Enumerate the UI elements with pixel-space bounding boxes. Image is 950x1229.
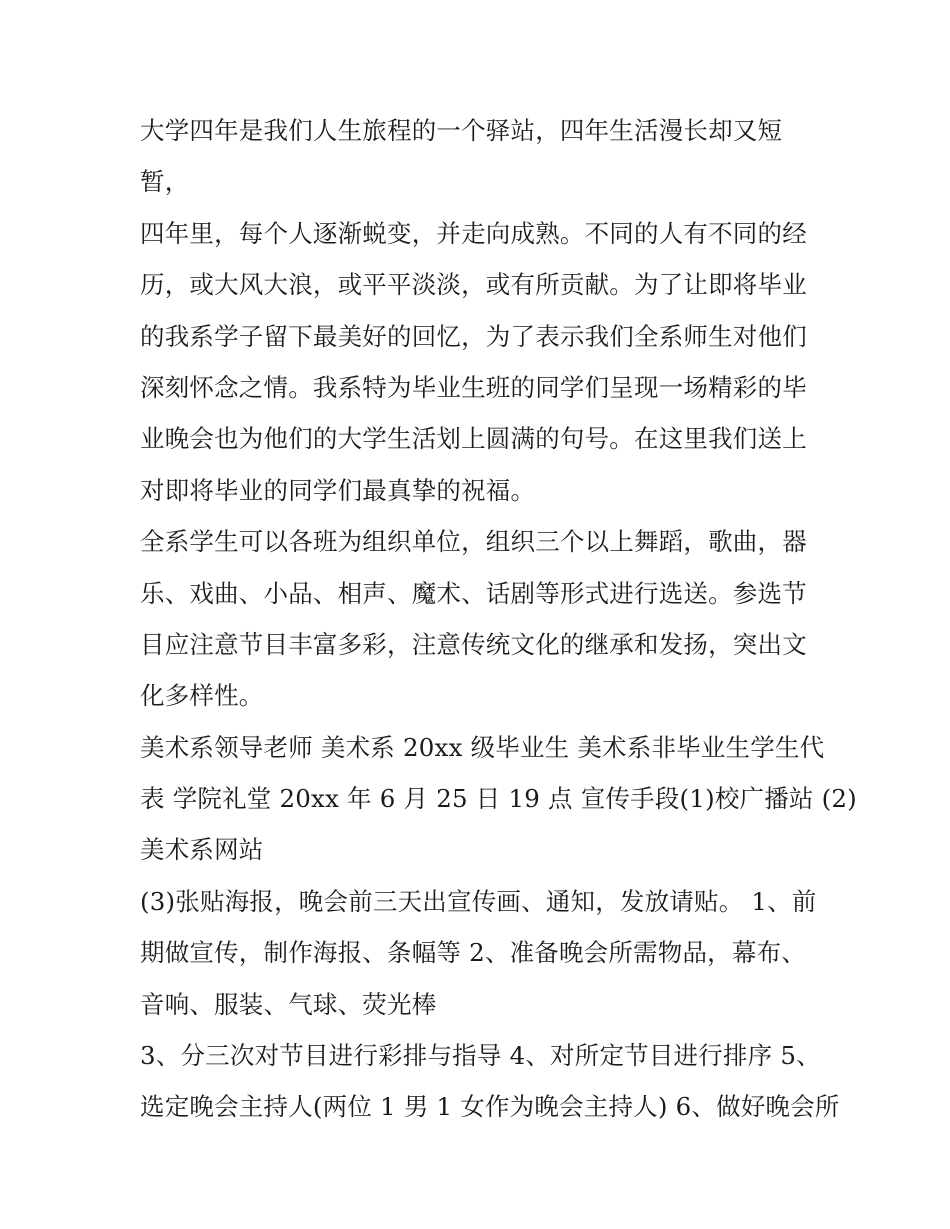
- text-line: 3、分三次对节目进行彩排与指导 4、对所定节目进行排序 5、: [140, 1041, 821, 1071]
- document-body: [140, 105, 857, 1133]
- text-line: 全系学生可以各班为组织单位，组织三个以上舞蹈，歌曲，器: [140, 527, 807, 557]
- text-line: 业晚会也为他们的大学生活划上圆满的句号。在这里我们送上: [140, 424, 807, 454]
- text-line: 美术系网站: [140, 835, 264, 865]
- text-line: 大学四年是我们人生旅程的一个驿站，四年生活漫长却又短: [140, 116, 783, 145]
- text-line: 对即将毕业的同学们最真挚的祝福。: [140, 475, 536, 505]
- text-line: 化多样性。: [140, 681, 264, 711]
- text-line: 四年里，每个人逐渐蜕变，并走向成熟。不同的人有不同的经: [140, 218, 807, 248]
- text-line: 历，或大风大浪，或平平淡淡，或有所贡献。为了让即将毕业: [140, 270, 807, 300]
- text-line: (3)张贴海报，晚会前三天出宣传画、通知，发放请贴。 1、前: [140, 886, 817, 916]
- text-line: 深刻怀念之情。我系特为毕业生班的同学们呈现一场精彩的毕: [140, 372, 807, 402]
- text-line: 表 学院礼堂 20xx 年 6 月 25 日 19 点 宣传手段(1)校广播站 (2): [140, 784, 857, 814]
- text-line: 选定晚会主持人(两位 1 男 1 女作为晚会主持人) 6、做好晚会所: [140, 1092, 840, 1122]
- text-line: 音响、服装、气球、荧光棒: [140, 989, 437, 1019]
- text-line: 目应注意节目丰富多彩，注意传统文化的继承和发扬，突出文: [140, 629, 807, 659]
- text-line: 美术系领导老师 美术系 20xx 级毕业生 美术系非毕业生学生代: [140, 732, 825, 762]
- text-line: 的我系学子留下最美好的回忆，为了表示我们全系师生对他们: [140, 321, 807, 351]
- text-line: 暂，: [140, 167, 190, 197]
- text-line: 乐、戏曲、小品、相声、魔术、话剧等形式进行选送。参选节: [140, 578, 807, 608]
- text-line: 期做宣传，制作海报、条幅等 2、准备晚会所需物品，幕布、: [140, 938, 806, 968]
